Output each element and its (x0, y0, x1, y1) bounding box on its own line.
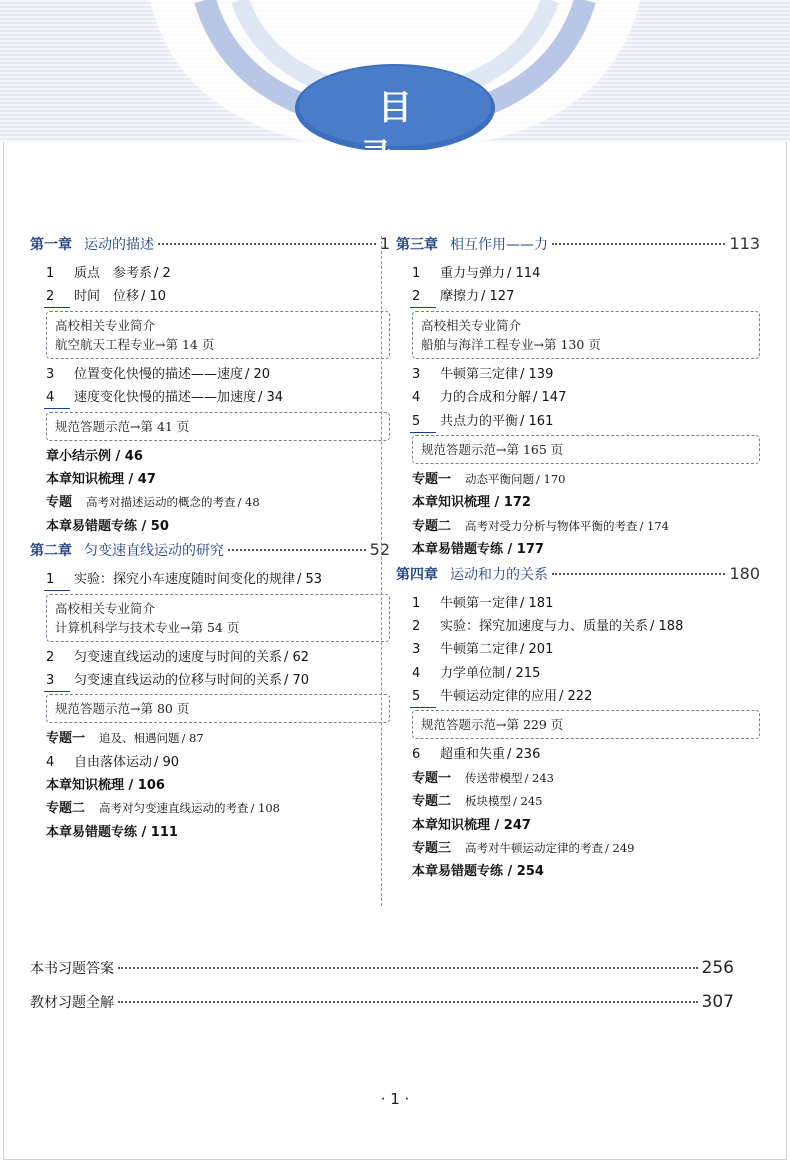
toc-entry[interactable] (30, 285, 390, 308)
topic-label: 专题一 (412, 471, 452, 487)
entry-title: 实验：探究加速度与力、质量的关系 (440, 618, 649, 634)
toc-entry[interactable] (30, 669, 390, 692)
chapter-heading[interactable] (30, 540, 390, 566)
topic-label: 专题三 (412, 841, 452, 857)
topic-entry[interactable] (396, 515, 760, 538)
info-box-line: 规范答题示范→第 165 页 (421, 441, 564, 457)
entry-title: 力的合成和分解 (440, 390, 532, 406)
entry-number: 6 (412, 747, 421, 763)
toc-entry[interactable] (30, 568, 390, 591)
entry-page: / 90 (154, 754, 180, 770)
entry-page: / 215 (507, 665, 541, 681)
topic-page: / 108 (250, 801, 280, 816)
page-number: · 1 · (380, 1090, 410, 1108)
entry-title: 力学单位制 (440, 665, 506, 681)
entry-page: / 222 (559, 689, 593, 705)
toc-entry[interactable]: 本章易错题专练 / 254 (412, 864, 544, 880)
dot-leader (118, 967, 698, 969)
chapter-page: 1 (379, 234, 390, 253)
topic-label: 专题二 (46, 801, 86, 817)
topic-title: 动态平衡问题 (465, 471, 535, 486)
info-box-line: 计算机科学与技术专业→第 54 页 (55, 619, 240, 635)
topic-entry[interactable] (396, 790, 760, 813)
topic-entry[interactable] (396, 837, 760, 860)
toc-entry[interactable] (396, 410, 760, 433)
toc-entry[interactable]: 本章知识梳理 / 106 (46, 778, 165, 794)
toc-entry[interactable]: 本章知识梳理 / 172 (412, 495, 531, 511)
toc-appendix-row[interactable] (30, 992, 734, 1026)
entry-title: 自由落体运动 (74, 754, 153, 770)
chapter-title: 运动和力的关系 (450, 566, 548, 583)
entry-number: 3 (46, 366, 55, 382)
entry-title: 位置变化快慢的描述——速度 (74, 366, 244, 382)
toc-entry[interactable] (30, 751, 390, 774)
topic-title: 传送带模型 (465, 770, 523, 785)
chapter-page: 113 (729, 234, 760, 253)
entry-number: 4 (412, 390, 421, 406)
entry-title: 牛顿运动定律的应用 (440, 689, 558, 705)
chapter-heading[interactable] (396, 234, 760, 260)
topic-label: 专题 (46, 495, 73, 511)
entry-number: 4 (46, 754, 55, 770)
entry-number: 1 (412, 266, 421, 281)
dot-leader (552, 243, 725, 245)
entry-page: / 127 (481, 289, 515, 305)
toc-entry[interactable]: 本章易错题专练 / 50 (46, 518, 169, 534)
appendix-title: 教材习题全解 (30, 995, 114, 1011)
entry-title: 匀变速直线运动的位移与时间的关系 (74, 672, 283, 688)
topic-page: / 174 (639, 518, 669, 533)
info-box[interactable] (412, 710, 760, 739)
page-title: 目 录 (359, 88, 450, 177)
entry-number: 4 (412, 665, 421, 681)
info-box-line: 规范答题示范→第 41 页 (55, 418, 190, 434)
topic-label: 专题一 (46, 731, 86, 747)
info-box[interactable] (46, 594, 390, 642)
entry-page: / 161 (520, 413, 554, 429)
entry-page: / 2 (154, 266, 171, 281)
toc-entry[interactable] (396, 743, 760, 766)
info-box[interactable] (46, 412, 390, 441)
entry-title: 实验：探究小车速度随时间变化的规律 (74, 572, 296, 588)
toc-entry[interactable] (396, 638, 760, 661)
toc-entry[interactable] (30, 363, 390, 386)
header-banner (0, 0, 790, 177)
entry-number: 3 (412, 642, 421, 658)
entry-page: / 139 (520, 366, 554, 382)
entry-title: 共点力的平衡 (440, 413, 519, 429)
entry-page: / 201 (520, 642, 554, 658)
info-box-line: 高校相关专业简介 (421, 317, 522, 333)
dot-leader (158, 243, 376, 245)
topic-title: 板块模型 (465, 794, 512, 809)
toc-right-column (396, 232, 760, 884)
topic-title: 追及、相遇问题 (99, 731, 180, 746)
appendix-page: 256 (701, 958, 734, 978)
entry-number: 5 (396, 689, 432, 704)
toc-appendix (30, 958, 734, 1026)
toc-entry[interactable] (396, 285, 760, 308)
topic-label: 专题一 (412, 770, 452, 786)
toc-entry[interactable]: 本章易错题专练 / 111 (46, 824, 178, 840)
topic-title: 高考对牛顿运动定律的考查 (465, 841, 604, 856)
toc-entry[interactable] (396, 615, 760, 638)
entry-title: 超重和失重 (440, 747, 506, 763)
topic-page: / 243 (524, 770, 554, 785)
entry-page: / 62 (284, 649, 310, 665)
topic-label: 专题二 (412, 518, 452, 534)
entry-page: / 34 (258, 390, 284, 406)
entry-title: 摩擦力 (440, 289, 480, 305)
topic-label: 专题二 (412, 794, 452, 810)
entry-number: 2 (30, 289, 66, 304)
entry-title: 牛顿第二定律 (440, 642, 519, 658)
chapter-page: 52 (369, 540, 390, 560)
topic-entry[interactable] (30, 797, 390, 820)
info-box[interactable] (412, 435, 760, 464)
topic-page: / 48 (237, 495, 260, 510)
topic-page: / 245 (513, 794, 543, 809)
chapter-number: 第一章 (30, 237, 72, 253)
entry-number: 3 (30, 673, 66, 688)
chapter-title: 运动的描述 (84, 237, 154, 253)
chapter-number: 第二章 (30, 543, 72, 560)
dot-leader (552, 573, 725, 575)
toc-left-column (30, 232, 390, 844)
info-box-line: 规范答题示范→第 80 页 (55, 701, 190, 717)
topic-page: / 87 (181, 731, 204, 746)
info-box-line: 高校相关专业简介 (55, 600, 156, 616)
chapter-heading[interactable] (30, 234, 390, 260)
topic-entry[interactable] (396, 468, 760, 491)
column-divider (381, 236, 382, 906)
chapter-number: 第三章 (396, 237, 438, 253)
toc-entry[interactable] (396, 662, 760, 685)
entry-page: / 147 (533, 390, 567, 406)
entry-title: 质点 参考系 (74, 266, 153, 281)
dot-leader (118, 1001, 698, 1003)
entry-title: 牛顿第一定律 (440, 595, 519, 611)
entry-page: / 188 (650, 618, 684, 634)
topic-title: 高考对受力分析与物体平衡的考查 (465, 518, 638, 533)
toc-entry[interactable] (396, 592, 760, 615)
toc-entry[interactable] (396, 262, 760, 285)
toc-entry[interactable] (30, 262, 390, 285)
info-box-line: 航空航天工程专业→第 14 页 (55, 336, 215, 352)
toc-appendix-row[interactable] (30, 958, 734, 992)
topic-title: 高考对描述运动的概念的考查 (86, 495, 236, 510)
entry-page: / 236 (507, 747, 541, 763)
toc-entry[interactable] (396, 386, 760, 409)
info-box-line: 船舶与海洋工程专业→第 130 页 (421, 336, 601, 352)
topic-page: / 249 (605, 841, 635, 856)
info-box[interactable] (46, 311, 390, 359)
entry-number: 2 (412, 618, 421, 634)
entry-number: 3 (412, 366, 421, 382)
chapter-title: 匀变速直线运动的研究 (84, 543, 224, 560)
entry-page: / 114 (507, 266, 541, 281)
appendix-title: 本书习题答案 (30, 961, 114, 977)
info-box[interactable] (46, 694, 390, 723)
toc-entry[interactable]: 章小结示例 / 46 (46, 448, 143, 464)
chapter-page: 180 (729, 563, 760, 583)
topic-entry[interactable] (30, 491, 390, 514)
toc-entry[interactable]: 本章知识梳理 / 47 (46, 471, 156, 487)
topic-entry[interactable] (396, 767, 760, 790)
entry-number: 1 (30, 572, 66, 587)
chapter-number: 第四章 (396, 566, 438, 583)
toc-entry[interactable]: 本章易错题专练 / 177 (412, 542, 544, 558)
topic-entry[interactable] (30, 727, 390, 750)
entry-title: 速度变化快慢的描述——加速度 (74, 390, 257, 406)
toc-entry[interactable] (30, 646, 390, 669)
entry-page: / 181 (520, 595, 554, 611)
entry-number: 4 (30, 390, 66, 405)
entry-page: / 53 (297, 572, 323, 588)
dot-leader (228, 549, 366, 551)
topic-page: / 170 (536, 471, 566, 486)
entry-number: 1 (412, 595, 421, 611)
toc-entry[interactable] (396, 685, 760, 708)
entry-number: 1 (46, 266, 55, 281)
topic-title: 高考对匀变速直线运动的考查 (99, 801, 249, 816)
toc-entry[interactable]: 本章知识梳理 / 247 (412, 817, 531, 833)
info-box-line: 规范答题示范→第 229 页 (421, 717, 564, 733)
entry-page: / 70 (284, 672, 310, 688)
chapter-title: 相互作用——力 (450, 237, 548, 253)
toc-entry[interactable] (30, 386, 390, 409)
entry-title: 匀变速直线运动的速度与时间的关系 (74, 649, 283, 665)
entry-number: 2 (396, 289, 432, 304)
chapter-heading[interactable] (396, 564, 760, 590)
entry-title: 重力与弹力 (440, 266, 506, 281)
toc-entry[interactable] (396, 363, 760, 386)
entry-number: 2 (46, 649, 55, 665)
entry-page: / 20 (245, 366, 271, 382)
entry-page: / 10 (141, 289, 167, 305)
info-box[interactable] (412, 311, 760, 359)
entry-title: 时间 位移 (74, 289, 140, 305)
appendix-page: 307 (701, 992, 734, 1012)
entry-number: 5 (396, 414, 432, 429)
info-box-line: 高校相关专业简介 (55, 317, 156, 333)
entry-title: 牛顿第三定律 (440, 366, 519, 382)
